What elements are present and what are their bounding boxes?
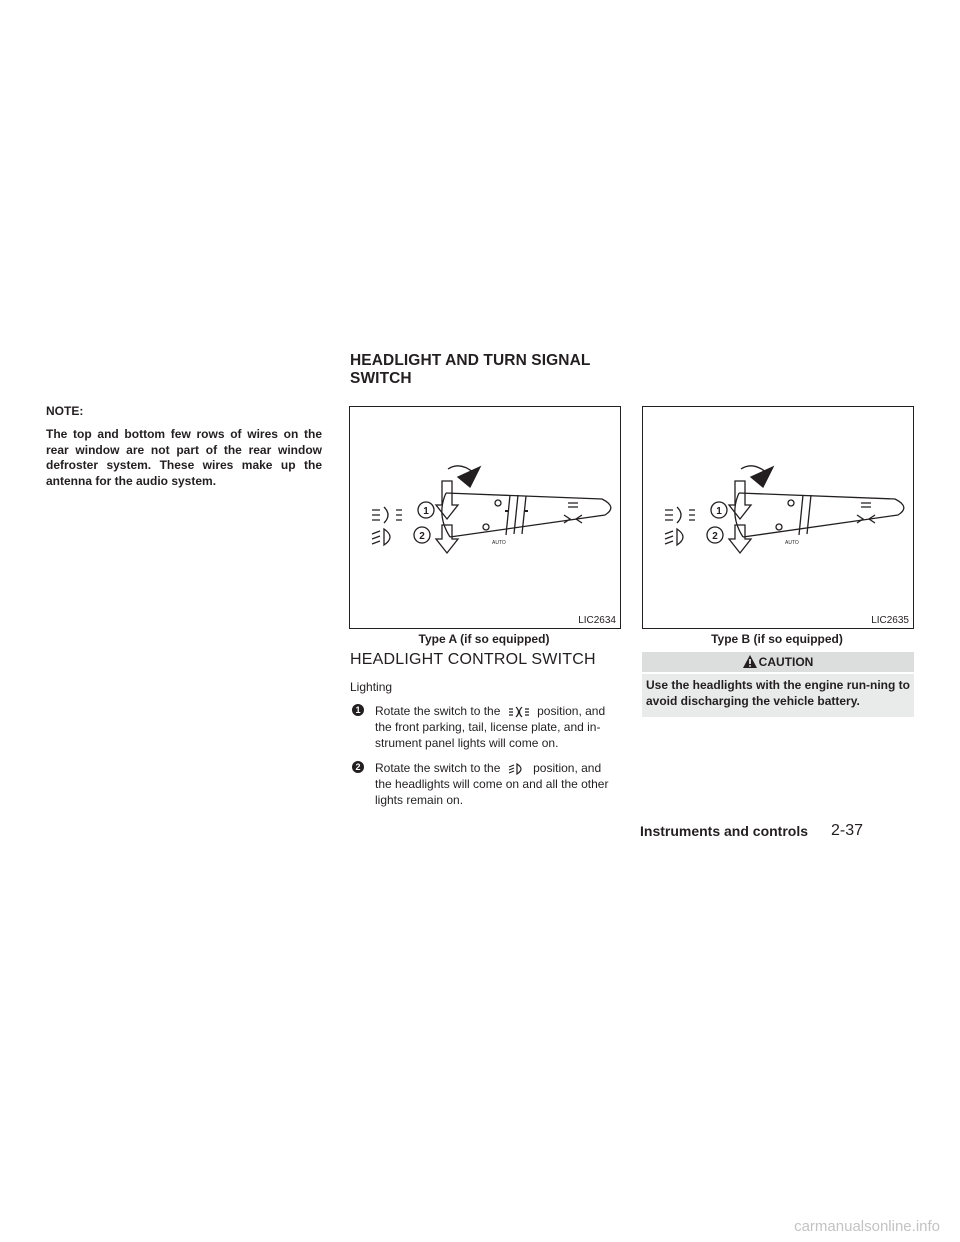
step-text-after: position, and the headlights will come on and all the other lights remain on. — [375, 761, 609, 807]
step-number: 1 — [352, 704, 364, 716]
watermark: carmanualsonline.info — [794, 1218, 940, 1235]
step-2 — [350, 760, 620, 808]
figure-label-2: 2 — [712, 531, 718, 542]
figure-label-2: 2 — [419, 531, 425, 542]
step-text-before: Rotate the switch to the — [375, 761, 501, 775]
headlight-control-title: HEADLIGHT CONTROL SWITCH — [350, 651, 596, 668]
step-1 — [350, 703, 620, 751]
note-body: The top and bottom few rows of wires on the rear window are not part of the rear window defroster system. These wires make up the antenna for the audio system. — [46, 427, 322, 488]
figure-type-b — [642, 406, 914, 629]
figure-code: LIC2634 — [578, 615, 616, 626]
note-heading: NOTE: — [46, 404, 84, 418]
caution-body: Use the headlights with the engine run-ning to avoid discharging the vehicle battery. — [642, 674, 914, 717]
auto-label: AUTO — [785, 540, 799, 546]
figure-caption-a: Type A (if so equipped) — [418, 632, 550, 646]
page-number: 2-37 — [831, 822, 864, 839]
headlight-switch-diagram-b — [643, 407, 913, 628]
warning-triangle-icon — [743, 655, 757, 668]
figure-caption-b: Type B (if so equipped) — [711, 632, 843, 646]
caution-heading — [642, 652, 914, 672]
headlight-icon — [508, 763, 526, 775]
caution-heading-text: CAUTION — [758, 655, 814, 669]
parking-light-icon — [508, 706, 530, 718]
figure-code: LIC2635 — [871, 615, 909, 626]
figure-label-1: 1 — [716, 506, 722, 517]
figure-type-a — [349, 406, 621, 629]
step-number: 2 — [352, 761, 364, 773]
auto-label: AUTO — [492, 540, 506, 546]
figure-label-1: 1 — [423, 506, 429, 517]
step-text-before: Rotate the switch to the — [375, 704, 501, 718]
headlight-switch-diagram-a — [350, 407, 620, 628]
lighting-label: Lighting — [350, 680, 393, 694]
step-text-after: position, and the front parking, tail, license plate, and in-strument panel lights will come on. — [375, 704, 606, 750]
section-title: HEADLIGHT AND TURN SIGNAL SWITCH — [350, 352, 591, 387]
footer-section-name: Instruments and controls — [640, 823, 809, 839]
